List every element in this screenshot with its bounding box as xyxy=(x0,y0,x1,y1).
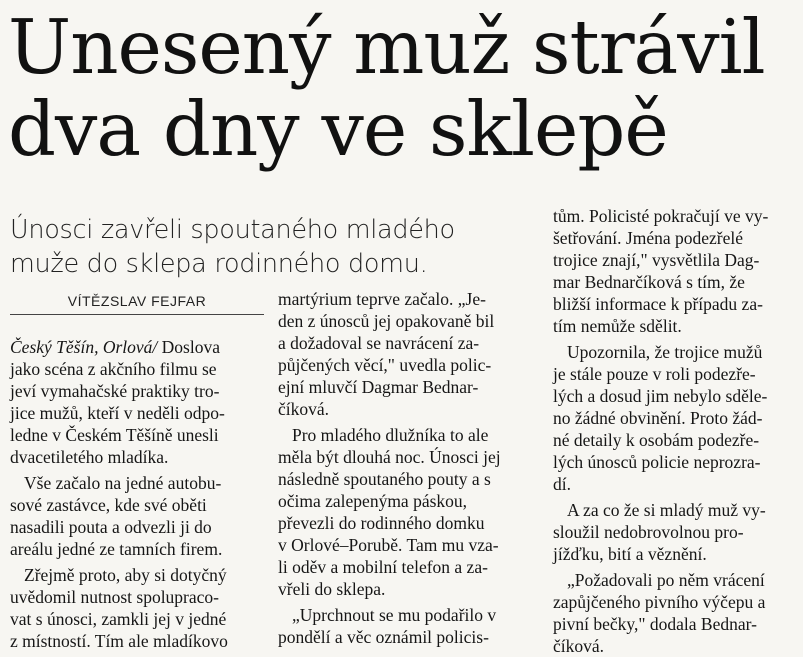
column-2 xyxy=(278,288,530,648)
article-deck xyxy=(10,213,545,281)
paragraph-line: li oděv a mobilní telefon a za- xyxy=(278,557,488,577)
paragraph-line: Upozornila, že trojice mužů xyxy=(567,342,763,362)
deck-line-1: Únosci zavřeli spoutaného mladého xyxy=(10,215,455,245)
column-1 xyxy=(10,336,265,652)
paragraph-line: ejní mluvčí Dagmar Bednar- xyxy=(278,377,479,397)
paragraph-line: v Orlové–Porubě. Tam mu vza- xyxy=(278,535,499,555)
paragraph-line: pivní bečky," dodala Bednar- xyxy=(553,614,757,634)
paragraph-line: dí. xyxy=(553,474,571,494)
byline-rule xyxy=(10,314,264,315)
paragraph-line: jeví vymahačské praktiky tro- xyxy=(10,381,220,401)
byline: VÍTĚZSLAV FEJFAR xyxy=(67,293,207,309)
paragraph-line: převezli do rodinného domku xyxy=(278,513,485,533)
paragraph-line: je stále pouze v roli podezře- xyxy=(553,364,756,384)
column-3 xyxy=(553,205,798,657)
paragraph-line: Zřejmě proto, aby si dotyčný xyxy=(24,565,227,585)
paragraph-line: půjčených věcí," uvedla polic- xyxy=(278,355,492,375)
paragraph-line: měla být dlouhá noc. Únosci jej xyxy=(278,447,501,467)
paragraph-line: Pro mladého dlužníka to ale xyxy=(292,425,489,445)
dateline: Český Těšín, Orlová/ xyxy=(10,337,158,357)
paragraph-line: mar Bednarčíková s tím, že xyxy=(553,272,745,292)
paragraph-line: z místností. Tím ale mladíkovo xyxy=(10,631,228,651)
article-headline xyxy=(8,3,798,173)
paragraph-line: tům. Policisté pokračují ve vy- xyxy=(553,206,769,226)
paragraph-line: trojice znají," vysvětlila Dag- xyxy=(553,250,760,270)
paragraph-line: ledne v Českém Těšíně unesli xyxy=(10,425,219,445)
paragraph-line: a dožadoval se navrácení za- xyxy=(278,333,480,353)
paragraph-line: vat s únosci, zamkli jej v jedné xyxy=(10,609,227,629)
paragraph-line: „Uprchnout se mu podařilo v xyxy=(292,605,497,625)
paragraph-line: den z únosců jej opakovaně bil xyxy=(278,311,495,331)
paragraph-line: dvacetiletého mladíka. xyxy=(10,447,169,467)
paragraph-line: číková. xyxy=(553,636,605,656)
paragraph-line: nasadili pouta a odvezli ji do xyxy=(10,517,212,537)
paragraph-line: pondělí a věc oznámil policis- xyxy=(278,627,489,647)
paragraph-line: sloužil nedobrovolnou pro- xyxy=(553,522,744,542)
paragraph-line: jížďku, bití a věznění. xyxy=(553,544,707,564)
headline-line-1: Unesený muž strávil xyxy=(8,3,765,91)
paragraph-line: následně spoutaného pouty a s xyxy=(278,469,491,489)
paragraph-line: A za co že si mladý muž vy- xyxy=(567,500,766,520)
paragraph-line: tím nemůže sdělit. xyxy=(553,316,682,336)
paragraph-line: martýrium teprve začalo. „Je- xyxy=(278,289,486,309)
paragraph-line: bližší informace k případu za- xyxy=(553,294,763,314)
paragraph-line: zapůjčeného pivního výčepu a xyxy=(553,592,766,612)
paragraph-line: né detaily k osobám podezře- xyxy=(553,430,760,450)
paragraph-line: areálu jedné ze tamních firem. xyxy=(10,539,223,559)
paragraph-line: očima zalepenýma páskou, xyxy=(278,491,468,511)
paragraph-line: uvědomil nutnost spolupraco- xyxy=(10,587,220,607)
paragraph-line: vřeli do sklepa. xyxy=(278,579,386,599)
paragraph-line: jice mužů, kteří v neděli odpo- xyxy=(10,403,225,423)
paragraph-line: číková. xyxy=(278,399,330,419)
deck-line-2: muže do sklepa rodinného domu. xyxy=(10,249,428,279)
headline-line-2: dva dny ve sklepě xyxy=(8,85,668,173)
paragraph-line: sové zastávce, kde své oběti xyxy=(10,495,207,515)
paragraph-line: no žádné obvinění. Proto žád- xyxy=(553,408,763,428)
paragraph-line: Český Těšín, Orlová/ Doslova xyxy=(10,337,220,357)
paragraph-line: Vše začalo na jedné autobu- xyxy=(24,473,222,493)
paragraph-line: lých a dosud jim nebylo sděle- xyxy=(553,386,768,406)
paragraph-line: lých únosců policie neprozra- xyxy=(553,452,761,472)
paragraph-line: šetřování. Jména podezřelé xyxy=(553,228,743,248)
paragraph-line: „Požadovali po něm vrácení xyxy=(567,570,765,590)
paragraph-line: jako scéna z akčního filmu se xyxy=(10,359,217,379)
